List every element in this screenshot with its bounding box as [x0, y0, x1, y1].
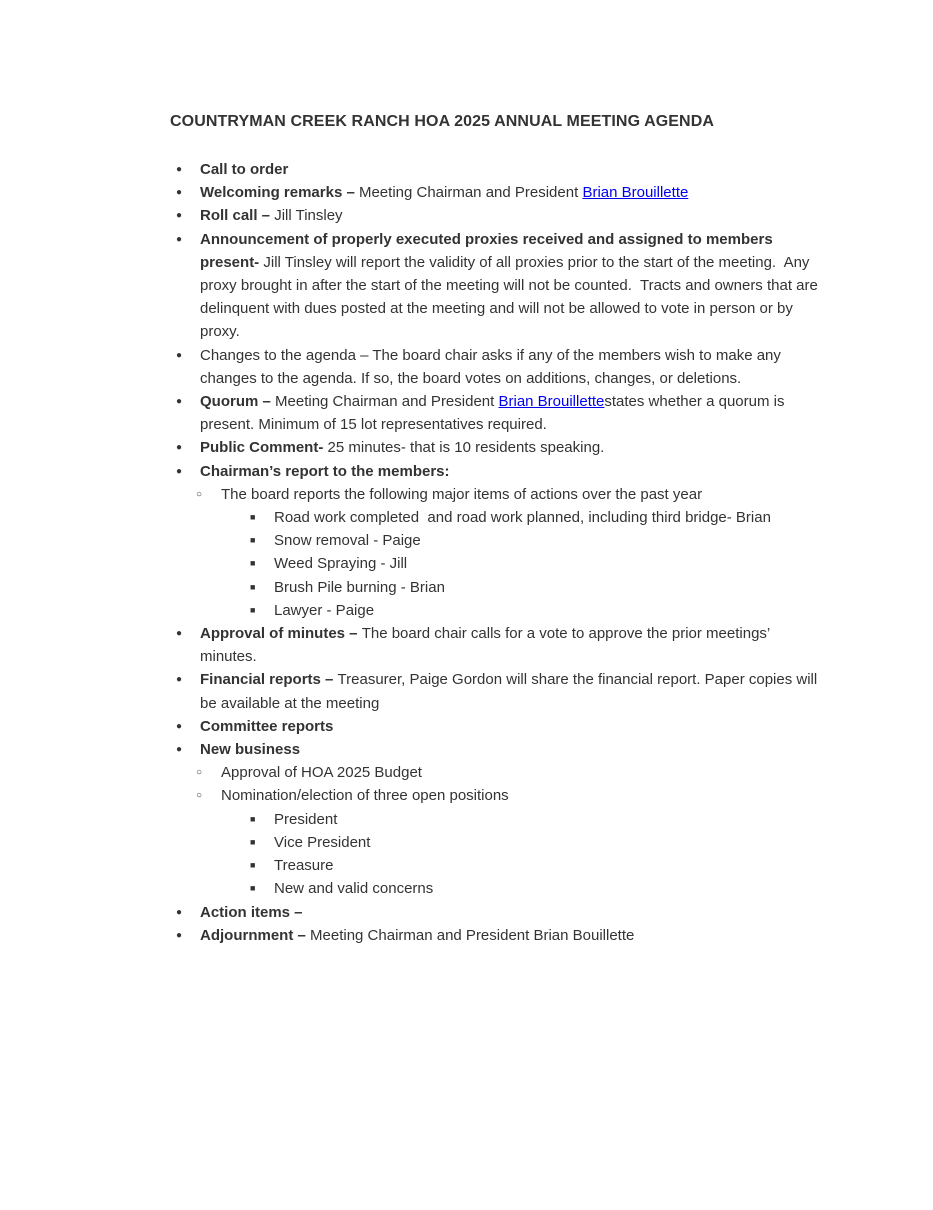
- bullet-marker-level3-icon: ■: [250, 512, 256, 523]
- agenda-item: [170, 808, 818, 831]
- agenda-item-heading: Action items –: [200, 903, 303, 921]
- document-body: [170, 112, 823, 947]
- agenda-item: [170, 158, 818, 181]
- agenda-item-heading: Committee reports: [200, 717, 334, 735]
- person-link[interactable]: Brian Brouillette: [582, 184, 689, 202]
- agenda-item-heading: Welcoming remarks –: [200, 184, 359, 202]
- agenda-item-heading: Announcement of properly executed proxies received and assigned to members present-: [200, 230, 777, 271]
- page-title: COUNTRYMAN CREEK RANCH HOA 2025 ANNUAL MEETING AGENDA: [170, 113, 715, 130]
- agenda-item-detail: Jill Tinsley: [274, 207, 343, 225]
- agenda-item-text: [200, 718, 333, 735]
- agenda-item-detail: President: [274, 810, 338, 828]
- agenda-item-detail: Meeting Chairman and President Brian Bouillette: [310, 926, 635, 944]
- agenda-item-text: [200, 231, 822, 341]
- agenda-item-text: [274, 880, 433, 897]
- agenda-item-detail: Snow removal - Paige: [274, 532, 421, 550]
- agenda-item: [170, 483, 818, 506]
- agenda-item: [170, 924, 818, 947]
- agenda-item-heading: Quorum –: [200, 393, 276, 411]
- bullet-marker-level1-icon: ●: [176, 465, 183, 477]
- bullet-marker-level3-icon: ■: [250, 535, 256, 546]
- agenda-item-text: [274, 555, 407, 572]
- agenda-item-text: [200, 347, 785, 387]
- agenda-item-heading: Call to order: [200, 161, 289, 178]
- bullet-marker-level1-icon: ●: [176, 720, 183, 732]
- agenda-item-text: [200, 393, 789, 433]
- agenda-item-detail: Approval of HOA 2025 Budget: [221, 764, 422, 782]
- agenda-item: [170, 715, 818, 738]
- agenda-list: [170, 158, 823, 947]
- agenda-item-heading: Adjournment –: [200, 926, 311, 944]
- agenda-item-detail: Weed Spraying - Jill: [274, 555, 408, 573]
- agenda-item: [170, 204, 818, 227]
- agenda-item-text: [200, 439, 604, 456]
- agenda-item-detail: Nomination/election of three open positions: [221, 787, 509, 805]
- agenda-item-text: [274, 834, 370, 851]
- bullet-marker-level3-icon: ■: [250, 883, 256, 894]
- bullet-marker-level2-icon: ○: [196, 790, 203, 802]
- agenda-item-heading: Financial reports –: [200, 671, 338, 689]
- agenda-item: [170, 460, 818, 483]
- bullet-marker-level1-icon: ●: [176, 744, 183, 756]
- agenda-item-text: [200, 463, 450, 480]
- agenda-item-text: [200, 184, 688, 201]
- agenda-item-detail: Treasure: [274, 857, 334, 875]
- agenda-item-text: [274, 532, 421, 549]
- agenda-item: [170, 901, 818, 924]
- agenda-item-heading: New business: [200, 741, 301, 759]
- agenda-item-text: [221, 764, 422, 781]
- agenda-item-heading: Chairman’s report to the members:: [200, 462, 450, 480]
- bullet-marker-level1-icon: ●: [176, 187, 183, 199]
- agenda-item: [170, 622, 818, 668]
- agenda-item-detail: Road work completed and road work planned, including third bridge- Brian: [274, 509, 771, 527]
- agenda-item-text: [274, 811, 337, 828]
- bullet-marker-level1-icon: ●: [176, 929, 183, 941]
- agenda-item-text: [200, 741, 300, 758]
- agenda-item: [170, 228, 823, 344]
- agenda-item: [170, 877, 818, 900]
- agenda-item: [170, 761, 818, 784]
- agenda-item-text: [221, 486, 702, 503]
- person-link[interactable]: Brian Brouillette: [498, 393, 605, 411]
- agenda-item-text: [221, 787, 509, 804]
- agenda-item-detail: Brush Pile burning - Brian: [274, 578, 445, 596]
- agenda-item-detail: Vice President: [274, 833, 371, 851]
- bullet-marker-level1-icon: ●: [176, 674, 183, 686]
- agenda-item-detail: New and valid concerns: [274, 880, 434, 898]
- bullet-marker-level3-icon: ■: [250, 836, 256, 847]
- agenda-item: [170, 436, 818, 459]
- agenda-item: [170, 668, 822, 714]
- agenda-item-detail: Changes to the agenda – The board chair asks if any of the members wish to make any changes to the agenda. If so, the board votes on additions, changes, or deletions.: [200, 346, 786, 387]
- agenda-item-text: [274, 579, 445, 596]
- agenda-item: [170, 854, 818, 877]
- bullet-marker-level1-icon: ●: [176, 628, 183, 640]
- agenda-item-text: [200, 625, 774, 665]
- agenda-item-detail: Meeting Chairman and President: [275, 393, 499, 411]
- agenda-item: [170, 738, 818, 761]
- agenda-item-detail: Treasurer, Paige Gordon will share the financial report. Paper copies will be available at the meeting: [200, 671, 822, 712]
- bullet-marker-level1-icon: ●: [176, 442, 183, 454]
- bullet-marker-level2-icon: ○: [196, 767, 203, 779]
- agenda-item-detail: The board chair calls for a vote to approve the prior meetings’ minutes.: [200, 625, 774, 666]
- bullet-marker-level1-icon: ●: [176, 906, 183, 918]
- agenda-item-detail: The board reports the following major items of actions over the past year: [221, 485, 703, 503]
- agenda-item-text: [200, 904, 303, 921]
- agenda-item-text: [200, 927, 634, 944]
- agenda-item-text: [200, 207, 343, 224]
- bullet-marker-level3-icon: ■: [250, 581, 256, 592]
- bullet-marker-level3-icon: ■: [250, 813, 256, 824]
- bullet-marker-level3-icon: ■: [250, 604, 256, 615]
- agenda-item-detail: Lawyer - Paige: [274, 601, 375, 619]
- bullet-marker-level1-icon: ●: [176, 349, 183, 361]
- bullet-marker-level2-icon: ○: [196, 488, 203, 500]
- agenda-item: [170, 529, 818, 552]
- agenda-item: [170, 599, 818, 622]
- agenda-item-text: [200, 161, 288, 178]
- agenda-item-text: [274, 509, 771, 526]
- agenda-item: [170, 344, 818, 390]
- agenda-item: [170, 506, 818, 529]
- agenda-item-text: [200, 671, 821, 711]
- bullet-marker-level1-icon: ●: [176, 396, 183, 408]
- agenda-item: [170, 576, 818, 599]
- agenda-item-text: [274, 602, 374, 619]
- agenda-item-heading: Roll call –: [200, 207, 275, 225]
- agenda-item-text: [274, 857, 333, 874]
- agenda-item-detail: states whether a quorum is present. Minimum of 15 lot representatives required.: [200, 393, 789, 434]
- agenda-item: [170, 831, 818, 854]
- bullet-marker-level3-icon: ■: [250, 558, 256, 569]
- agenda-item: [170, 390, 818, 436]
- agenda-item-heading: Approval of minutes –: [200, 625, 362, 643]
- bullet-marker-level1-icon: ●: [176, 233, 183, 245]
- agenda-item: [170, 784, 818, 807]
- agenda-item: [170, 181, 818, 204]
- bullet-marker-level3-icon: ■: [250, 860, 256, 871]
- agenda-item-detail: Meeting Chairman and President: [358, 184, 583, 202]
- agenda-item: [170, 552, 818, 575]
- agenda-item-detail: 25 minutes- that is 10 residents speaking.: [323, 439, 605, 457]
- bullet-marker-level1-icon: ●: [176, 210, 183, 222]
- agenda-item-detail: Jill Tinsley will report the validity of all proxies prior to the start of the meeting. Any proxy brought in after the start of the meeting will not be counted. Tracts and owners that are delinquent with dues posted at the meeting and will not be allowed to vote in person or by proxy.: [200, 253, 823, 341]
- agenda-item-heading: Public Comment-: [200, 439, 324, 457]
- bullet-marker-level1-icon: ●: [176, 164, 183, 175]
